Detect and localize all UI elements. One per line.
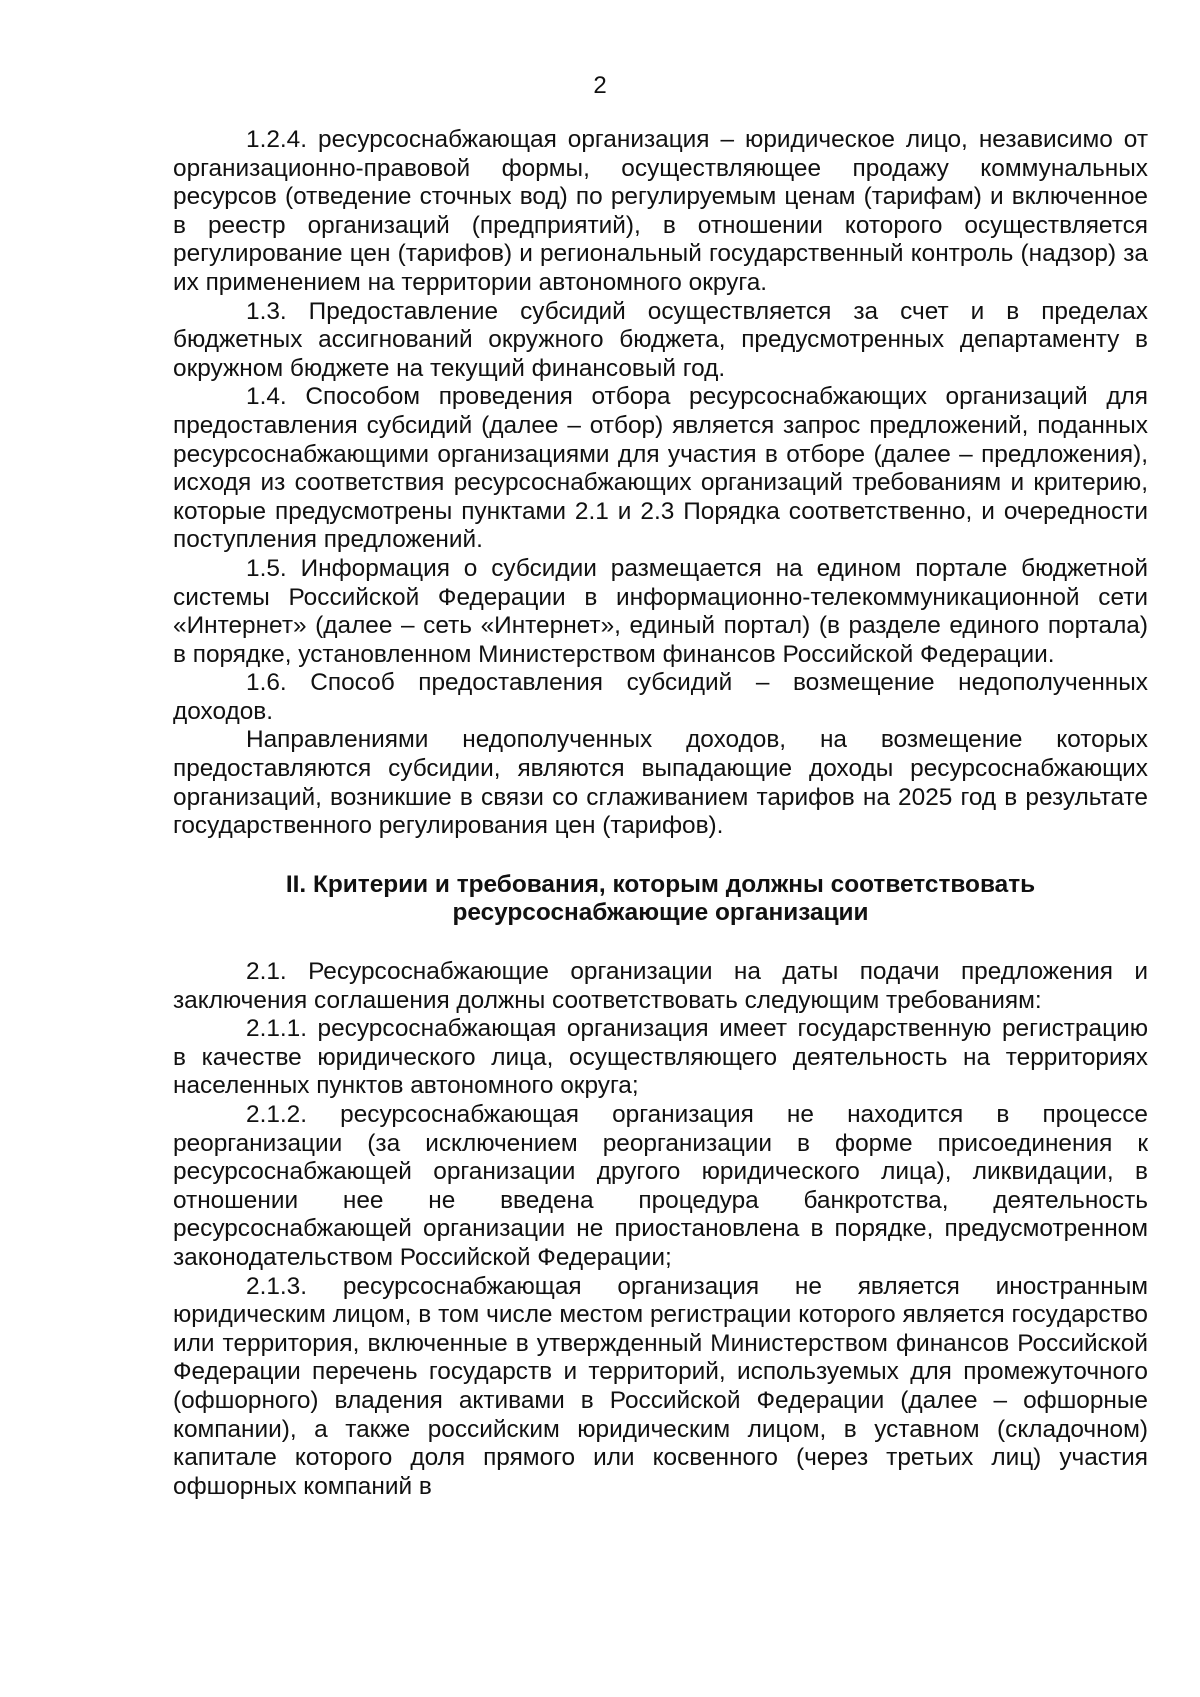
- paragraph-2-1-2: 2.1.2. ресурсоснабжающая организация не находится в процессе реорганизации (за исключением реорганизации в форме присоединения к ресурсоснабжающей организации другого юридического лица), ликвидации, в отношении нее не введена процедура банкротства, деятельность ресурсоснабжающей организации не приостановлена в порядке, предусмотренном законодательством Российской Федерации;: [173, 1101, 1148, 1271]
- paragraph-directions: Направлениями недополученных доходов, на возмещение которых предоставляются субсидии, являются выпадающие доходы ресурсоснабжающих организаций, возникшие в связи со сглаживанием тарифов на 2025 год в результате государственного регулирования цен (тарифов).: [173, 726, 1148, 840]
- paragraph-2-1-1: 2.1.1. ресурсоснабжающая организация имеет государственную регистрацию в качестве юридического лица, осуществляющего деятельность на территориях населенных пунктов автономного округа;: [173, 1015, 1148, 1100]
- paragraph-1-6: 1.6. Способ предоставления субсидий – возмещение недополученных доходов.: [173, 669, 1148, 725]
- paragraph-1-4: 1.4. Способом проведения отбора ресурсоснабжающих организаций для предоставления субсидий (далее – отбор) является запрос предложений, поданных ресурсоснабжающими организациями для участия в отборе (далее – предложения), исходя из соответствия ресурсоснабжающих организаций требованиям и критерию, которые предусмотрены пунктами 2.1 и 2.3 Порядка соответственно, и очередности поступления предложений.: [173, 383, 1148, 554]
- page-number: 2: [593, 72, 607, 99]
- section-heading-line-2: ресурсоснабжающие организации: [452, 899, 869, 927]
- paragraph-2-1: 2.1. Ресурсоснабжающие организации на даты подачи предложения и заключения соглашения должны соответствовать следующим требованиям:: [173, 958, 1148, 1014]
- section-heading-line-1: II. Критерии и требования, которым должны соответствовать: [285, 870, 1036, 898]
- paragraph-1-2-4: 1.2.4. ресурсоснабжающая организация – юридическое лицо, независимо от организационно-правовой формы, осуществляющее продажу коммунальных ресурсов (отведение сточных вод) по регулируемым ценам (тарифам) и включенное в реестр организаций (предприятий), в отношении которого осуществляется регулирование цен (тарифов) и региональный государственный контроль (надзор) за их применением на территории автономного округа.: [173, 126, 1148, 296]
- paragraph-2-1-3: 2.1.3. ресурсоснабжающая организация не является иностранным юридическим лицом, в том числе местом регистрации которого является государство или территория, включенные в утвержденный Министерством финансов Российской Федерации перечень государств и территорий, используемых для промежуточного (офшорного) владения активами в Российской Федерации (далее – офшорные компании), а также российским юридическим лицом, в уставном (складочном) капитале которого доля прямого или косвенного (через третьих лиц) участия офшорных компаний в: [173, 1272, 1148, 1500]
- paragraph-1-5: 1.5. Информация о субсидии размещается на едином портале бюджетной системы Российской Федерации в информационно-телекоммуникационной сети «Интернет» (далее – сеть «Интернет», единый портал) (в разделе единого портала) в порядке, установленном Министерством финансов Российской Федерации.: [173, 554, 1148, 668]
- document-body: [173, 126, 1148, 1501]
- paragraph-1-3: 1.3. Предоставление субсидий осуществляется за счет и в пределах бюджетных ассигнований окружного бюджета, предусмотренных департаменту в окружном бюджете на текущий финансовый год.: [173, 297, 1148, 382]
- section-heading: [173, 871, 1148, 928]
